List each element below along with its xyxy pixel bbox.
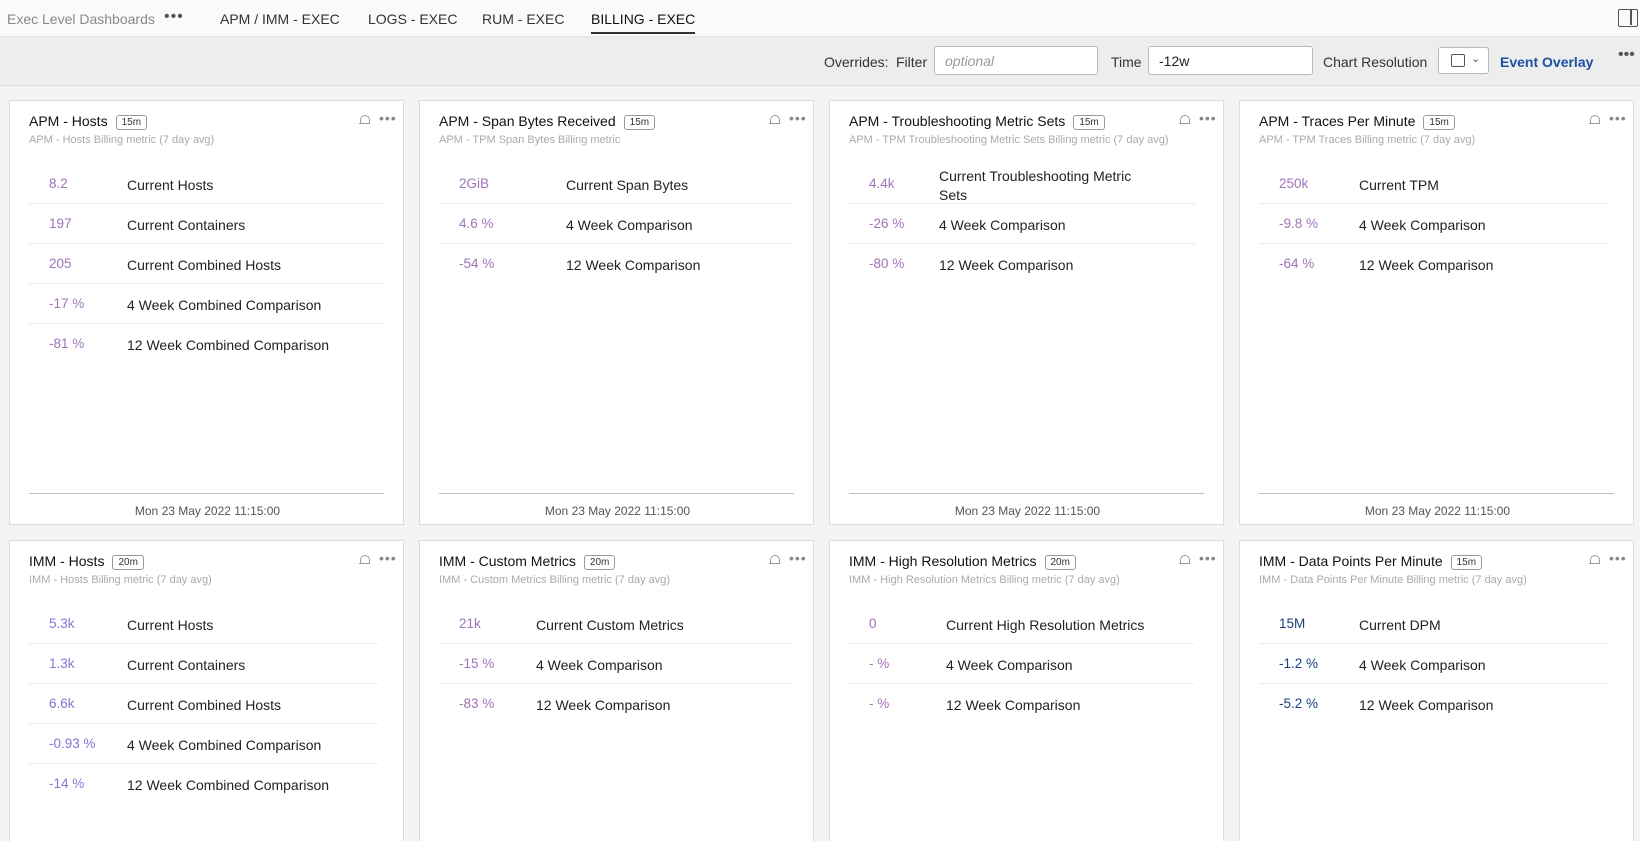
metric-value: -81 % xyxy=(49,336,85,351)
metric-label: 4 Week Comparison xyxy=(1359,657,1486,673)
metric-row xyxy=(849,244,1195,284)
chart-title[interactable] xyxy=(439,113,655,130)
ellipsis-icon[interactable]: ••• xyxy=(789,550,807,566)
metric-value: 6.6k xyxy=(49,696,75,711)
metric-row xyxy=(849,684,1194,724)
chart-resolution-icon xyxy=(1451,54,1465,67)
chart-card[interactable] xyxy=(829,100,1224,525)
chart-subtitle: APM - TPM Span Bytes Billing metric xyxy=(439,134,621,146)
metric-label: 4 Week Comparison xyxy=(566,217,693,233)
metric-row xyxy=(29,204,384,244)
metric-label: 12 Week Comparison xyxy=(946,697,1081,713)
metric-row xyxy=(29,684,378,724)
metric-list xyxy=(439,604,792,724)
chart-card[interactable] xyxy=(829,540,1224,841)
metric-label: 12 Week Comparison xyxy=(1359,697,1494,713)
ellipsis-icon[interactable]: ••• xyxy=(1618,46,1635,63)
metric-label: 4 Week Combined Comparison xyxy=(127,737,322,753)
metric-row xyxy=(849,604,1194,644)
tab-logs-exec[interactable]: LOGS - EXEC xyxy=(368,11,458,27)
metric-value: 4.6 % xyxy=(459,216,494,231)
metric-row xyxy=(849,204,1195,244)
metric-list xyxy=(439,164,792,284)
metric-value: 250k xyxy=(1279,176,1309,191)
metric-row xyxy=(439,204,792,244)
metric-value: - % xyxy=(869,656,890,671)
overrides-toolbar xyxy=(0,37,1640,86)
chart-timestamp: Mon 23 May 2022 11:15:00 xyxy=(544,504,691,518)
metric-label: 12 Week Comparison xyxy=(1359,257,1494,273)
ellipsis-icon[interactable]: ••• xyxy=(1199,110,1217,126)
chart-title[interactable] xyxy=(849,553,1076,570)
metric-value: -26 % xyxy=(869,216,905,231)
metric-value: -17 % xyxy=(49,296,85,311)
metric-row xyxy=(1259,244,1607,284)
chart-subtitle: APM - TPM Traces Billing metric (7 day avg) xyxy=(1259,134,1476,146)
metric-value: 0 xyxy=(869,616,877,631)
resolution-badge: 15m xyxy=(624,115,655,130)
chart-card[interactable] xyxy=(9,100,404,525)
metric-list xyxy=(29,164,384,364)
resolution-badge: 15m xyxy=(1073,115,1104,130)
ellipsis-icon[interactable]: ••• xyxy=(1609,550,1627,566)
ellipsis-icon[interactable]: ••• xyxy=(1199,550,1217,566)
bell-icon[interactable] xyxy=(769,115,779,126)
metric-row xyxy=(1259,164,1607,204)
metric-value: -1.2 % xyxy=(1279,656,1319,671)
metric-value: 1.3k xyxy=(49,656,75,671)
metric-row xyxy=(439,644,792,684)
chart-card[interactable] xyxy=(1239,540,1634,841)
metric-value: -54 % xyxy=(459,256,495,271)
metric-value: 8.2 xyxy=(49,176,68,191)
chart-timestamp: Mon 23 May 2022 11:15:00 xyxy=(1364,504,1511,518)
bell-icon[interactable] xyxy=(1179,555,1189,566)
chart-divider xyxy=(849,493,1204,494)
chart-divider xyxy=(1259,493,1614,494)
metric-value: -80 % xyxy=(869,256,905,271)
overrides-label: Overrides: xyxy=(824,54,889,70)
metric-list xyxy=(29,604,378,804)
chevron-down-icon: ⌄ xyxy=(1471,53,1481,65)
dashboard-header xyxy=(0,0,1640,37)
chart-card[interactable] xyxy=(1239,100,1634,525)
metric-label: Current Hosts xyxy=(127,177,214,193)
metric-value: -64 % xyxy=(1279,256,1315,271)
bell-icon[interactable] xyxy=(359,555,369,566)
ellipsis-icon[interactable]: ••• xyxy=(789,110,807,126)
metric-row xyxy=(849,644,1194,684)
chart-title-text[interactable]: APM - Troubleshooting Metric Sets xyxy=(849,113,1066,129)
side-panel-icon[interactable] xyxy=(1618,9,1638,27)
metric-value: 205 xyxy=(49,256,72,271)
time-label: Time xyxy=(1111,54,1142,70)
metric-row xyxy=(29,164,384,204)
metric-value: 4.4k xyxy=(869,176,895,191)
chart-card[interactable] xyxy=(419,100,814,525)
metric-label: Current Combined Hosts xyxy=(127,697,282,713)
resolution-badge: 20m xyxy=(584,555,615,570)
metric-value: 2GiB xyxy=(459,176,490,191)
metric-row xyxy=(29,764,378,804)
resolution-badge: 20m xyxy=(1045,555,1076,570)
resolution-badge: 15m xyxy=(116,115,147,130)
chart-subtitle: APM - Hosts Billing metric (7 day avg) xyxy=(29,134,215,146)
chart-card[interactable] xyxy=(419,540,814,841)
metric-label: Current Hosts xyxy=(127,617,214,633)
metric-label: Current TPM xyxy=(1359,177,1439,193)
chart-title-text[interactable]: IMM - Custom Metrics xyxy=(439,553,576,569)
metric-label: Current Troubleshooting Metric Sets xyxy=(939,168,1132,203)
ellipsis-icon[interactable]: ••• xyxy=(379,550,397,566)
metric-label: 12 Week Comparison xyxy=(536,697,671,713)
dashboard-group-name[interactable]: Exec Level Dashboards xyxy=(7,11,155,27)
metric-row xyxy=(1259,604,1607,644)
metric-row xyxy=(29,604,378,644)
metric-list xyxy=(1259,604,1607,724)
chart-card[interactable] xyxy=(9,540,404,841)
resolution-badge: 15m xyxy=(1423,115,1454,130)
metric-label: Current Containers xyxy=(127,657,246,673)
bell-icon[interactable] xyxy=(1589,115,1599,126)
chart-divider xyxy=(439,493,794,494)
metric-value: -15 % xyxy=(459,656,495,671)
metric-value: -5.2 % xyxy=(1279,696,1319,711)
chart-resolution-label: Chart Resolution xyxy=(1323,54,1428,70)
chart-subtitle: IMM - Data Points Per Minute Billing metric (7 day avg) xyxy=(1259,574,1527,586)
metric-row xyxy=(29,644,378,684)
metric-label: Current DPM xyxy=(1359,617,1441,633)
chart-title-text[interactable]: IMM - Hosts xyxy=(29,553,105,569)
tab-billing-exec[interactable]: BILLING - EXEC xyxy=(591,11,695,34)
chart-title-text[interactable]: APM - Hosts xyxy=(29,113,108,129)
chart-title-text[interactable]: IMM - Data Points Per Minute xyxy=(1259,553,1443,569)
event-overlay-button[interactable]: Event Overlay xyxy=(1500,54,1594,70)
metric-value: - % xyxy=(869,696,890,711)
metric-label: 4 Week Comparison xyxy=(536,657,663,673)
resolution-badge: 15m xyxy=(1451,555,1482,570)
metric-label: 4 Week Combined Comparison xyxy=(127,297,322,313)
chart-title[interactable] xyxy=(1259,113,1455,130)
metric-label: 4 Week Comparison xyxy=(939,217,1066,233)
chart-subtitle: APM - TPM Troubleshooting Metric Sets Billing metric (7 day avg) xyxy=(849,134,1169,146)
tab-apm-imm-exec[interactable]: APM / IMM - EXEC xyxy=(220,11,340,27)
metric-label: Current Containers xyxy=(127,217,246,233)
chart-title[interactable] xyxy=(439,553,615,570)
metric-label: Current Span Bytes xyxy=(566,177,689,193)
metric-row xyxy=(29,324,384,364)
filter-label: Filter xyxy=(896,54,928,70)
chart-divider xyxy=(29,493,384,494)
chart-subtitle: IMM - High Resolution Metrics Billing metric (7 day avg) xyxy=(849,574,1120,586)
metric-label: 12 Week Combined Comparison xyxy=(127,777,330,793)
metric-row xyxy=(439,604,792,644)
time-input[interactable]: -12w xyxy=(1148,46,1313,75)
chart-title-text[interactable]: APM - Traces Per Minute xyxy=(1259,113,1416,129)
bell-icon[interactable] xyxy=(1589,555,1599,566)
metric-row xyxy=(1259,204,1607,244)
chart-title[interactable] xyxy=(849,113,1105,130)
metric-value: -9.8 % xyxy=(1279,216,1319,231)
bell-icon[interactable] xyxy=(769,555,779,566)
metric-row xyxy=(29,724,378,764)
metric-label: Current Combined Hosts xyxy=(127,257,282,273)
chart-timestamp: Mon 23 May 2022 11:15:00 xyxy=(954,504,1101,518)
metric-row xyxy=(439,684,792,724)
metric-row xyxy=(849,164,1195,204)
chart-resolution-dropdown[interactable] xyxy=(1438,47,1489,74)
metric-list xyxy=(1259,164,1607,284)
metric-label: Current High Resolution Metrics xyxy=(946,617,1145,633)
bell-icon[interactable] xyxy=(1179,115,1189,126)
metric-label: 12 Week Comparison xyxy=(939,257,1074,273)
tab-rum-exec[interactable]: RUM - EXEC xyxy=(482,11,565,27)
ellipsis-icon[interactable]: ••• xyxy=(379,110,397,126)
metric-value: -14 % xyxy=(49,776,85,791)
metric-value: 15M xyxy=(1279,616,1306,631)
metric-value: 197 xyxy=(49,216,72,231)
chart-title[interactable] xyxy=(29,113,147,130)
ellipsis-icon[interactable]: ••• xyxy=(164,8,184,25)
chart-title[interactable] xyxy=(29,553,144,570)
metric-list xyxy=(849,164,1195,284)
metric-row xyxy=(1259,644,1607,684)
metric-label: 12 Week Comparison xyxy=(566,257,701,273)
chart-subtitle: IMM - Custom Metrics Billing metric (7 day avg) xyxy=(439,574,671,586)
metric-row xyxy=(29,244,384,284)
metric-label: 4 Week Comparison xyxy=(946,657,1073,673)
metric-value: -0.93 % xyxy=(49,736,96,751)
filter-input[interactable]: optional xyxy=(934,46,1098,75)
chart-title-text[interactable]: IMM - High Resolution Metrics xyxy=(849,553,1037,569)
chart-timestamp: Mon 23 May 2022 11:15:00 xyxy=(134,504,281,518)
metric-label: 4 Week Comparison xyxy=(1359,217,1486,233)
chart-subtitle: IMM - Hosts Billing metric (7 day avg) xyxy=(29,574,212,586)
metric-value: -83 % xyxy=(459,696,495,711)
chart-title[interactable] xyxy=(1259,553,1482,570)
metric-label: 12 Week Combined Comparison xyxy=(127,337,330,353)
metric-value: 5.3k xyxy=(49,616,75,631)
metric-row xyxy=(439,164,792,204)
metric-row xyxy=(29,284,384,324)
metric-label: Current Custom Metrics xyxy=(536,617,684,633)
metric-list xyxy=(849,604,1194,724)
ellipsis-icon[interactable]: ••• xyxy=(1609,110,1627,126)
metric-row xyxy=(1259,684,1607,724)
metric-value: 21k xyxy=(459,616,481,631)
bell-icon[interactable] xyxy=(359,115,369,126)
chart-title-text[interactable]: APM - Span Bytes Received xyxy=(439,113,616,129)
resolution-badge: 20m xyxy=(112,555,143,570)
metric-row xyxy=(439,244,792,284)
